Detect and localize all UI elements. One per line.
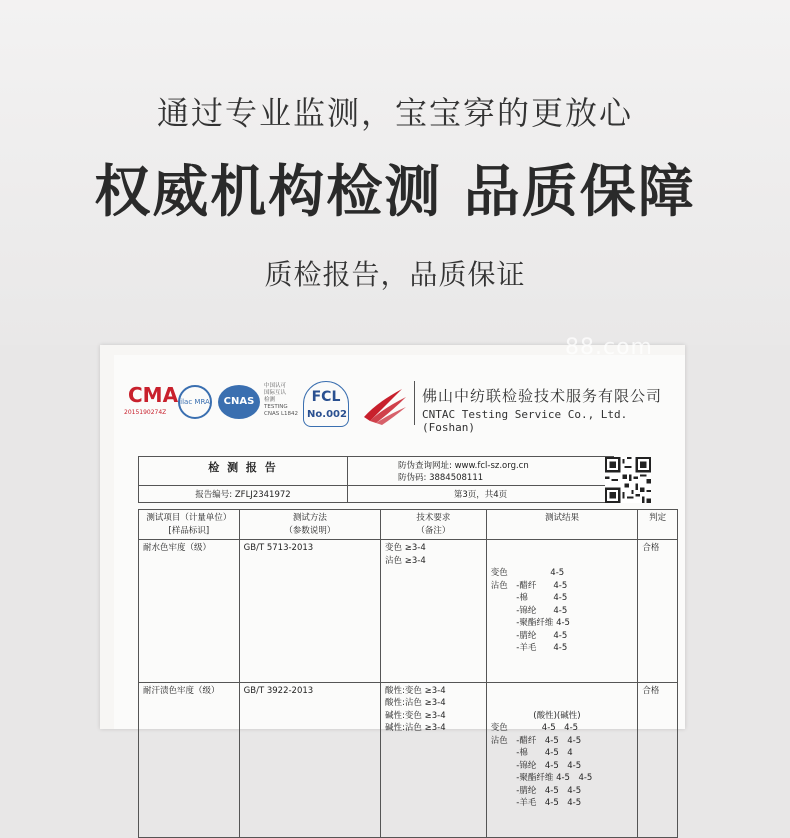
report-number: 报告编号: ZFLJ2341972 [139,486,348,503]
report-title: 检 测 报 告 [139,457,348,486]
watermark: 88.com [565,335,653,360]
cnas-text: 中国认可 国际互认 检测 TESTING CNAS L1842 [264,383,299,417]
cma-number: 2015190274Z [124,409,167,416]
cnas-logo: CNAS [218,385,260,419]
fcl-logo: FCL [303,381,349,427]
cma-logo: CMA [128,383,179,407]
test-results-table [138,509,678,838]
banner-subtitle-2: 质检报告，品质保证 [264,258,526,291]
header-requirement: 技术要求 （备注） [381,510,487,540]
header-item: 测试项目（计量单位） [样品标识] [139,510,240,540]
row-judgement: 合格 [638,540,678,683]
row-judgement: 合格 [638,682,678,837]
query-site: 防伪查询网址: www.fcl-sz.org.cn [398,461,529,471]
header-judgement: 判定 [638,510,678,540]
row-result: 变色 4-5 沾色 -醋纤 4-5 -棉 4-5 -锦纶 4-5 -聚酯纤维 4-5 -腈纶 4-5 -羊毛 4-5 [486,540,638,683]
banner-subtitle: 通过专业监测，宝宝穿的更放心 [156,94,633,132]
company-name-en: CNTAC Testing Service Co., Ltd. (Foshan) [422,408,628,434]
table-row [139,682,678,837]
page-indicator: 第3页，共4页 [348,486,614,503]
row-result: (酸性)(碱性) 变色 4-5 4-5 沾色 -醋纤 4-5 4-5 -棉 4-5 4 -锦纶 4-5 4-5 -聚酯纤维 4-5 4-5 -腈纶 4-5 4-5 -羊毛 4-5 4-5 [486,682,638,837]
report-header-table [138,456,614,503]
company-name-cn: 佛山中纺联检验技术服务有限公司 [422,387,663,405]
cntac-logo-icon [362,383,408,425]
header-method: 测试方法 （参数说明） [239,510,380,540]
ilac-logo: ilac MRA [178,385,212,419]
report-document [100,345,685,808]
table-row [139,540,678,683]
fcl-number: No.002 [307,409,347,420]
query-site-cell [348,457,614,486]
banner-title: 权威机构检测 品质保障 [94,160,696,225]
row-requirement: 变色 ≥3-4 沾色 ≥3-4 [381,540,487,683]
row-item: 耐水色牢度（级） [139,540,240,683]
row-method: GB/T 3922-2013 [239,682,380,837]
anti-fake-code: 防伪码: 3884508111 [398,473,484,483]
header-result: 测试结果 [486,510,638,540]
header-divider [414,381,415,425]
qr-code-icon [605,457,651,503]
row-method: GB/T 5713-2013 [239,540,380,683]
row-requirement: 酸性:变色 ≥3-4 酸性:沾色 ≥3-4 碱性:变色 ≥3-4 碱性:沾色 ≥3-4 [381,682,487,837]
row-item: 耐汗渍色牢度（级） [139,682,240,837]
